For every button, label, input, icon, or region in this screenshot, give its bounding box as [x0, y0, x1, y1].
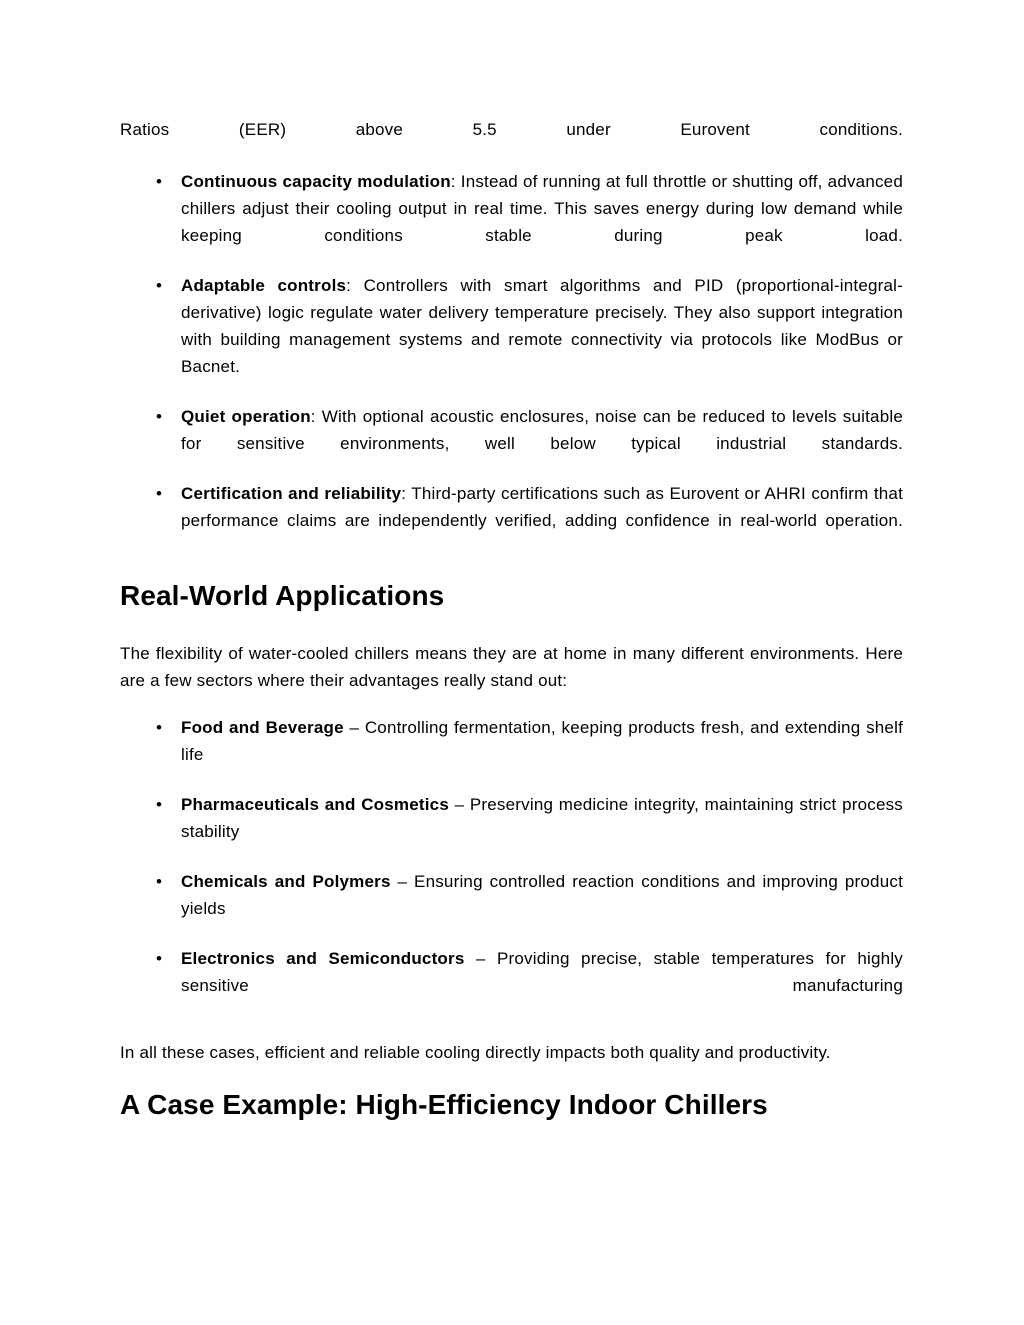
feature-description: : Third-party certifications such as Eurovent or AHRI confirm that performance claims are independently verified, adding confidence in real-world operation.	[181, 484, 904, 530]
sector-term: Food and Beverage	[181, 718, 344, 737]
sector-list	[120, 714, 903, 999]
list-item	[156, 272, 903, 380]
section-heading-real-world-applications: Real-World Applications	[120, 580, 445, 611]
sector-description: – Providing precise, stable temperatures for highly sensitive manufacturing	[181, 949, 904, 995]
list-item	[156, 480, 904, 534]
bullet-icon: •	[156, 872, 163, 891]
sector-item-text	[181, 868, 903, 922]
list-item	[156, 168, 903, 249]
bullet-icon: •	[156, 484, 163, 503]
feature-description: : With optional acoustic enclosures, noise can be reduced to levels suitable for sensitive environments, well below typical industrial standards.	[181, 407, 903, 453]
sector-description: – Ensuring controlled reaction conditions and improving product yields	[181, 872, 903, 918]
list-item	[156, 945, 904, 999]
bullet-icon: •	[156, 172, 163, 191]
feature-term: Certification and reliability	[181, 484, 402, 503]
sector-item-text	[181, 791, 903, 845]
bullet-icon: •	[156, 718, 163, 737]
list-item	[156, 791, 904, 845]
applications-intro-paragraph: The flexibility of water-cooled chillers means they are at home in many different environments. Here are a few sectors where their advantages really stand out:	[120, 644, 903, 690]
feature-description: : Instead of running at full throttle or shutting off, advanced chillers adjust their cooling output in real time. This saves energy during low demand while keeping conditions stable during peak load.	[181, 172, 903, 245]
section-heading-case-example: A Case Example: High-Efficiency Indoor Chillers	[120, 1089, 768, 1120]
sector-description: – Preserving medicine integrity, maintaining strict process stability	[181, 795, 904, 841]
list-item	[156, 868, 903, 922]
feature-item-text	[181, 168, 903, 249]
list-item	[156, 714, 903, 768]
feature-list	[120, 168, 903, 534]
sector-description: – Controlling fermentation, keeping products fresh, and extending shelf life	[181, 718, 903, 764]
sector-item-text	[181, 714, 903, 768]
continued-paragraph-line: Ratios (EER) above 5.5 under Eurovent conditions.	[120, 120, 903, 139]
bullet-icon: •	[156, 795, 163, 814]
sector-term: Pharmaceuticals and Cosmetics	[181, 795, 449, 814]
closing-paragraph: In all these cases, efficient and reliable cooling directly impacts both quality and productivity.	[120, 1043, 831, 1062]
feature-item-text	[181, 480, 903, 534]
feature-term: Adaptable controls	[181, 276, 347, 295]
feature-item-text	[181, 403, 903, 457]
feature-description: : Controllers with smart algorithms and PID (proportional-integral-derivative) logic regulate water delivery temperature precisely. They also support integration with building management systems and remote connectivity via protocols like ModBus or Bacnet.	[181, 276, 903, 376]
feature-item-text	[181, 272, 903, 380]
feature-term: Continuous capacity modulation	[181, 172, 451, 191]
sector-term: Chemicals and Polymers	[181, 872, 391, 891]
sector-term: Electronics and Semiconductors	[181, 949, 465, 968]
bullet-icon: •	[156, 949, 163, 968]
feature-term: Quiet operation	[181, 407, 311, 426]
list-item	[156, 403, 903, 457]
bullet-icon: •	[156, 407, 163, 426]
bullet-icon: •	[156, 276, 163, 295]
sector-item-text	[181, 945, 903, 999]
